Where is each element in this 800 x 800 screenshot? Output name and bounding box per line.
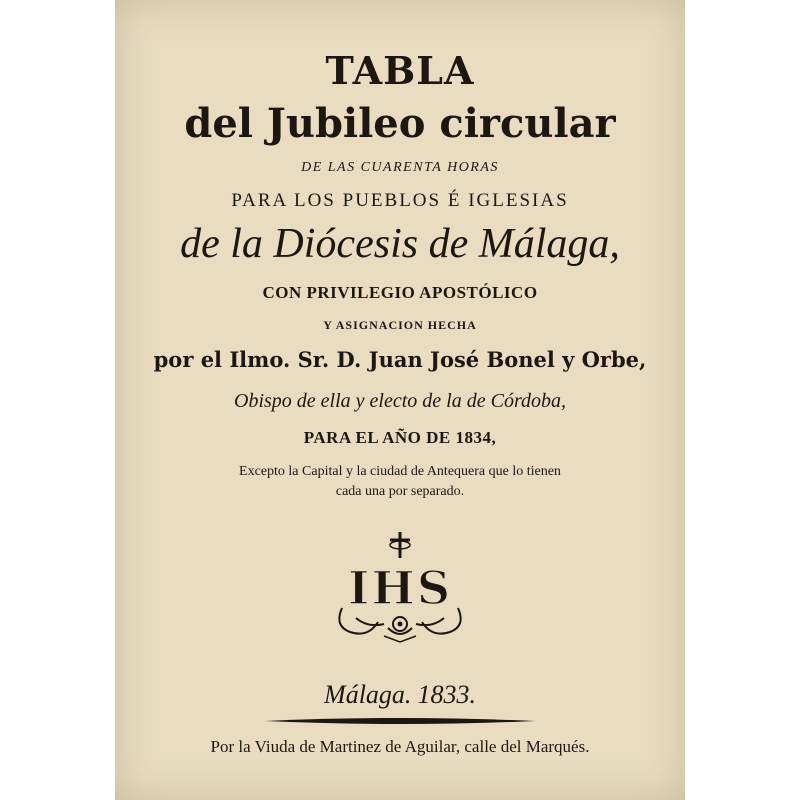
title-page — [115, 0, 685, 800]
subtitle-diocesis: de la Diócesis de Málaga, — [180, 221, 620, 267]
subtitle-privilegio: CON PRIVILEGIO APOSTÓLICO — [262, 283, 538, 302]
subtitle-asignacion: Y ASIGNACION HECHA — [323, 318, 477, 332]
obispo-name: por el Ilmo. Sr. D. Juan José Bonel y Orbe, — [153, 347, 647, 372]
imprint-printer: Por la Viuda de Martinez de Aguilar, calle del Marqués. — [210, 737, 590, 756]
imprint-place-year — [115, 680, 685, 710]
exception-line-2: cada una por separado. — [335, 484, 465, 499]
exception-line-1: Excepto la Capital y la ciudad de Antequera que lo tienen — [239, 464, 561, 479]
subtitle-pueblos: PARA LOS PUEBLOS É IGLESIAS — [231, 190, 569, 211]
year-line: PARA EL AÑO DE 1834, — [303, 428, 497, 447]
ornamental-rule — [265, 715, 535, 727]
title-jubileo: del Jubileo circular — [184, 100, 616, 147]
ihs-letters: IHS — [347, 561, 453, 615]
obispo-title: Obispo de ella y electo de la de Córdoba, — [234, 390, 566, 412]
ihs-monogram-icon — [328, 528, 472, 644]
imprint-place: Málaga. — [324, 680, 412, 709]
imprint-year: 1833. — [417, 680, 476, 709]
subtitle-horas: DE LAS CUARENTA HORAS — [301, 160, 499, 175]
title-tabla: TABLA — [325, 48, 475, 93]
